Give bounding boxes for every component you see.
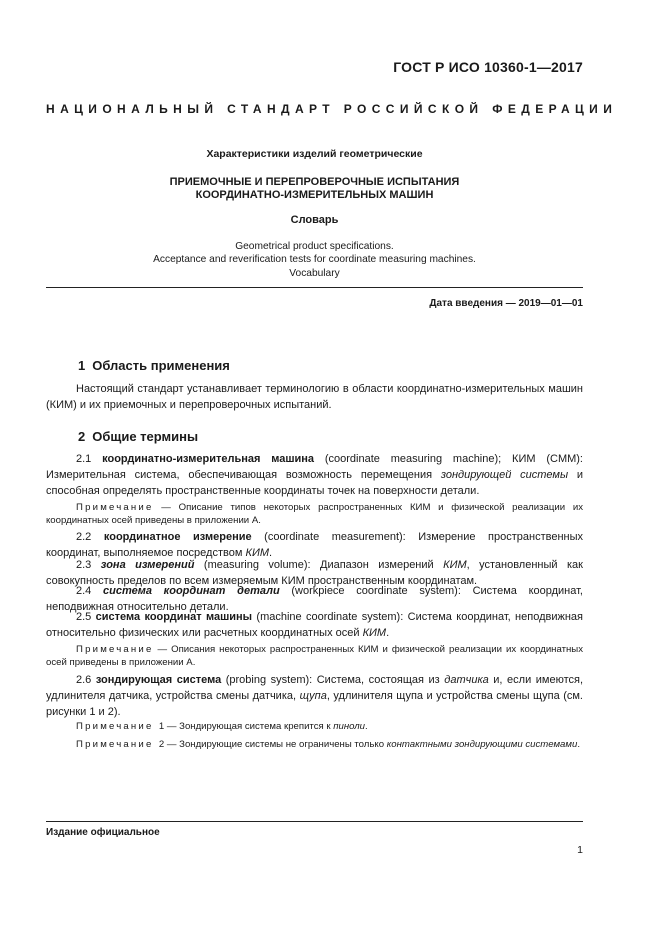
term-2-1-note [46, 501, 583, 527]
term-definition-tail: , установленный как совокупность пределов по всем измеряемым КИМ пространственным координатам. [46, 559, 583, 587]
effective-date: Дата введения — 2019—01—01 [429, 298, 583, 309]
note-text: — Описания некоторых распространенных КИМ и физической реализации их координатных осей приведены в приложении А. [46, 644, 583, 668]
title-line-2: КООРДИНАТНО-ИЗМЕРИТЕЛЬНЫХ МАШИН [195, 189, 434, 201]
english-title-line-3: Vocabulary [289, 267, 340, 279]
term-definition: (coordinate measuring machine); КИМ (CMM): Измерительная система, обеспечивающая возможность перемещения [46, 453, 583, 481]
term-name: зондирующая система [95, 674, 222, 686]
term-reference: датчика [444, 674, 489, 686]
note-reference: контактными зондирующими системами [386, 739, 578, 750]
term-number: 2.1 [76, 453, 92, 465]
term-reference: зондирующей системы [440, 469, 569, 481]
term-2-6-note-2 [46, 738, 583, 751]
section-1-heading [78, 358, 230, 373]
gost-code: ГОСТ Р ИСО 10360-1—2017 [393, 59, 583, 75]
paragraph-text: Настоящий стандарт устанавливает терминологию в области координатно-измерительных машин (КИМ) и их приемочных и перепроверочных испытаний. [46, 383, 583, 411]
term-reference: КИМ [245, 547, 269, 559]
national-standard-heading: НАЦИОНАЛЬНЫЙ СТАНДАРТ РОССИЙСКОЙ ФЕДЕРАЦИИ [46, 102, 618, 116]
term-number: 2.6 [76, 674, 92, 686]
note-label: Примечание [76, 644, 154, 655]
note-number: 2 [158, 739, 165, 750]
term-number: 2.5 [76, 611, 92, 623]
term-2-6 [46, 672, 583, 720]
term-name: система координат машины [95, 611, 253, 623]
note-reference: пиноли [333, 721, 366, 732]
section-title: Общие термины [92, 429, 199, 444]
term-name: координатно-измерительная машина [102, 453, 315, 465]
subject-line: Характеристики изделий геометрические [206, 148, 423, 160]
term-name: координатное измерение [103, 531, 252, 543]
term-name: система координат детали [103, 585, 280, 597]
term-definition-tail: , удлинителя щупа и устройства смены щупа (см. рисунки 1 и 2). [46, 690, 583, 718]
term-2-5-note [46, 643, 583, 669]
vocabulary-label: Словарь [290, 214, 339, 226]
term-2-1 [46, 451, 583, 499]
note-number: 1 [158, 721, 165, 732]
term-definition: (machine coordinate system): Система координат, неподвижная относительно физических или расчетных координатных осей [46, 611, 583, 639]
english-title-line-1: Geometrical product specifications. [235, 241, 394, 252]
term-number: 2.2 [76, 531, 92, 543]
term-definition: (probing system): Система, состоящая из [221, 674, 445, 686]
note-label: Примечание [76, 739, 154, 750]
section-number: 2 [78, 429, 86, 444]
section-1-text [46, 381, 583, 413]
section-2-heading [78, 429, 198, 444]
note-text: — Зондирующие системы не ограничены только [164, 739, 387, 750]
section-title: Область применения [92, 358, 230, 373]
english-title [46, 240, 583, 280]
title-line-1: ПРИЕМОЧНЫЕ И ПЕРЕПРОВЕРОЧНЫЕ ИСПЫТАНИЯ [169, 176, 460, 188]
page-number: 1 [577, 844, 583, 856]
term-2-5 [46, 609, 583, 641]
term-reference: КИМ [443, 559, 467, 571]
term-definition: (coordinate measurement): Измерение пространственных координат, выполняемое посредством [46, 531, 584, 559]
document-title [46, 176, 583, 202]
note-text: — Зондирующая система крепится к [164, 721, 334, 732]
term-reference: КИМ [362, 627, 387, 639]
term-definition: (workpiece coordinate system): Система координат, неподвижная относительно детали. [46, 585, 583, 613]
term-name: зона измерений [100, 559, 195, 571]
term-number: 2.3 [76, 559, 92, 571]
note-text: — Описание типов некоторых распространенных КИМ и физической реализации их координатных осей приведены в приложении А. [46, 502, 583, 526]
note-tail: . [365, 721, 368, 732]
official-edition-label: Издание официальное [46, 827, 160, 838]
note-tail: . [577, 739, 580, 750]
term-definition-tail: и способная определять пространственные координаты точек на поверхности детали. [46, 469, 583, 497]
header-divider [46, 287, 583, 288]
note-label: Примечание [76, 721, 154, 732]
english-title-line-2: Acceptance and reverification tests for coordinate measuring machines. [153, 254, 476, 266]
note-label: Примечание [76, 502, 154, 513]
term-reference: щупа [299, 690, 327, 702]
term-2-6-note-1 [46, 720, 583, 733]
section-number: 1 [78, 358, 86, 373]
term-number: 2.4 [76, 585, 92, 597]
footer-divider [46, 821, 583, 822]
term-definition: (measuring volume): Диапазон измерений [194, 559, 444, 571]
term-definition-tail: . [268, 547, 273, 559]
term-definition-mid: и, если имеются, удлинителя датчика, устройства смены датчика, [46, 674, 584, 702]
term-definition-tail: . [386, 627, 390, 639]
